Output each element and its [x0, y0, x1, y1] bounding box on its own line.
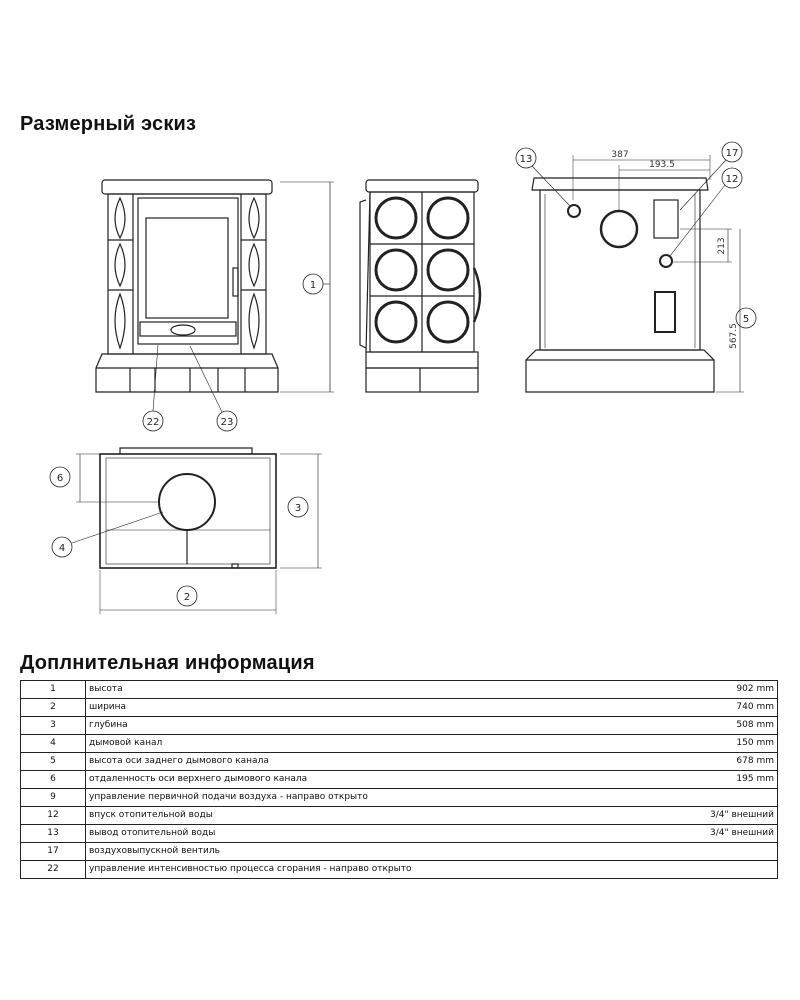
table-row	[21, 789, 778, 807]
spec-number: 12	[21, 807, 86, 825]
spec-label: отдаленность оси верхнего дымового канала	[86, 771, 702, 789]
callout-5: 5	[742, 314, 750, 325]
spec-number: 4	[21, 735, 86, 753]
spec-number: 6	[21, 771, 86, 789]
spec-value: 740 mm	[701, 699, 778, 717]
table-row	[21, 843, 778, 861]
table-row	[21, 699, 778, 717]
table-row	[21, 681, 778, 699]
spec-label: впуск отопительной воды	[86, 807, 702, 825]
sketch-heading: Размерный эскиз	[20, 113, 197, 135]
spec-value: 902 mm	[701, 681, 778, 699]
spec-label: управление первичной подачи воздуха - направо открыто	[86, 789, 702, 807]
spec-number: 22	[21, 861, 86, 879]
dim-387: 387	[611, 150, 629, 160]
spec-label: высота оси заднего дымового канала	[86, 753, 702, 771]
top-view	[50, 448, 322, 614]
spec-label: воздуховыпускной вентиль	[86, 843, 702, 861]
side-view	[360, 180, 480, 392]
spec-label: вывод отопительной воды	[86, 825, 702, 843]
table-row	[21, 807, 778, 825]
spec-label: управление интенсивностью процесса сгорания - направо открыто	[86, 861, 702, 879]
spec-value: 678 mm	[701, 753, 778, 771]
dim-213: 213	[717, 237, 727, 255]
spec-number: 9	[21, 789, 86, 807]
table-row	[21, 825, 778, 843]
callout-22: 22	[146, 417, 160, 428]
spec-label: глубина	[86, 717, 702, 735]
rear-view	[516, 142, 756, 392]
spec-label: дымовой канал	[86, 735, 702, 753]
spec-value	[701, 789, 778, 807]
callout-13: 13	[519, 154, 533, 165]
dim-193-5: 193.5	[649, 160, 675, 170]
spec-value: 150 mm	[701, 735, 778, 753]
spec-number: 1	[21, 681, 86, 699]
specs-table	[20, 680, 778, 879]
callout-2: 2	[183, 592, 191, 603]
spec-value: 3/4" внешний	[701, 825, 778, 843]
spec-number: 13	[21, 825, 86, 843]
spec-number: 17	[21, 843, 86, 861]
info-heading: Доплнительная информация	[20, 652, 315, 674]
callout-23: 23	[220, 417, 234, 428]
spec-value	[701, 843, 778, 861]
spec-value: 508 mm	[701, 717, 778, 735]
callout-4: 4	[58, 543, 66, 554]
spec-value: 3/4" внешний	[701, 807, 778, 825]
table-row	[21, 735, 778, 753]
spec-label: высота	[86, 681, 702, 699]
spec-value	[701, 861, 778, 879]
callout-17: 17	[725, 148, 739, 159]
spec-number: 3	[21, 717, 86, 735]
spec-label: ширина	[86, 699, 702, 717]
table-row	[21, 861, 778, 879]
spec-value: 195 mm	[701, 771, 778, 789]
callout-1: 1	[309, 280, 317, 291]
table-row	[21, 753, 778, 771]
spec-number: 5	[21, 753, 86, 771]
table-row	[21, 771, 778, 789]
callout-12: 12	[725, 174, 739, 185]
dim-567-5: 567.5	[729, 323, 739, 349]
front-view	[96, 180, 334, 431]
callout-6: 6	[56, 473, 64, 484]
callout-3: 3	[294, 503, 302, 514]
spec-number: 2	[21, 699, 86, 717]
table-row	[21, 717, 778, 735]
